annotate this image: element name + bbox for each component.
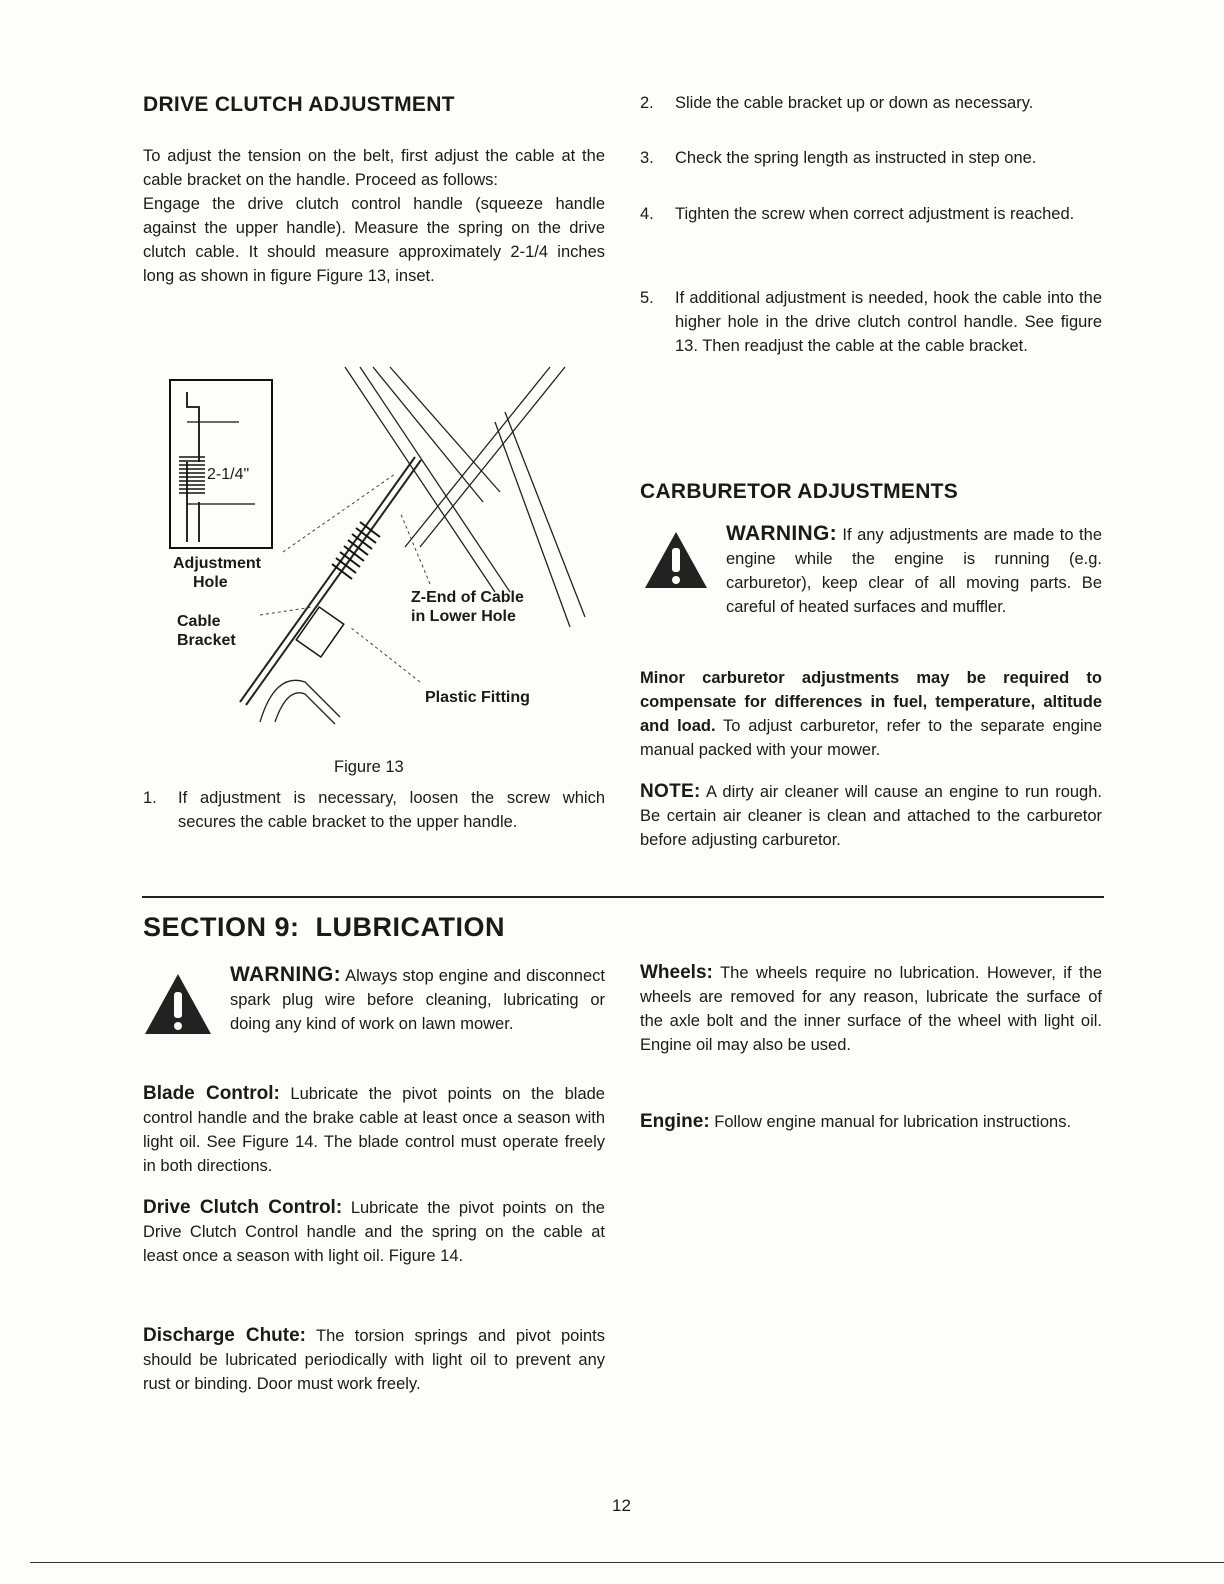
wheels-label: Wheels: [640,962,713,983]
label-adjustment-hole: Adjustment Hole [173,555,261,591]
step-1 [143,786,605,858]
step-1-text: If adjustment is necessary, loosen the screw which secures the cable bracket to the upper handle. [178,789,605,831]
lubrication-warning-icon [143,972,213,1036]
lubrication-title: SECTION 9: LUBRICATION [143,912,505,942]
inset-spring [179,457,205,493]
step-1-number: 1. [143,789,157,807]
step-5-text: If additional adjustment is needed, hook the cable into the higher hole in the drive clutch control handle. See figure 13. Then readjust the cable at the cable bracket. [675,289,1102,355]
intro-paragraph: To adjust the tension on the belt, first adjust the cable at the cable bracket on the handle. Proceed as follows: [143,147,605,189]
carburetor-title: CARBURETOR ADJUSTMENTS [640,480,959,503]
lubrication-warning-label: WARNING: [230,963,341,986]
note-text: A dirty air cleaner will cause an engine to run rough. Be certain air cleaner is clean and attached to the carburetor before adjusting carburetor. [640,783,1102,849]
carburetor-warning [726,522,1102,619]
drive-clutch-control-text: Lubricate the pivot points on the Drive Clutch Control handle and the spring on the cable at least once a season with light oil. Figure 14. [143,1199,605,1265]
inset-measurement: 2-1/4" [207,466,250,483]
lubrication-warning [230,963,605,1036]
step-4 [640,202,1102,250]
note-label: NOTE: [640,781,701,802]
step-3-text: Check the spring length as instructed in step one. [675,149,1037,167]
wheels-text: The wheels require no lubrication. However, if the wheels are removed for any reason, lubricate the surface of the axle bolt and the inner surface of the wheel with light oil. Engine oil may also be used. [640,964,1102,1054]
discharge-chute-text: The torsion springs and pivot points should be lubricated periodically with light oil to prevent any rust or binding. Door must work freely. [143,1327,605,1393]
label-z-end: Z-End of Cable in Lower Hole [411,589,524,625]
cable [240,457,421,705]
mower-handle [260,680,340,724]
step-4-number: 4. [640,205,654,223]
carburetor-warning-icon [643,530,709,590]
figure-13 [165,362,595,762]
carburetor-warning-text: If any adjustments are made to the engine while the engine is running (e.g. carburetor), keep clear of all moving parts. Be careful of heated surfaces and muffler. [726,526,1102,616]
drive-clutch-control [143,1196,605,1268]
carburetor-minor [640,666,1102,762]
page-number: 12 [612,1496,631,1515]
discharge-chute [143,1324,605,1396]
drive-clutch-title: DRIVE CLUTCH ADJUSTMENT [143,93,455,116]
discharge-chute-label: Discharge Chute: [143,1325,307,1346]
blade-control [143,1082,605,1178]
step-2 [640,91,1102,139]
carburetor-minor-bold: Minor carburetor adjustments may be required to compensate for differences in fuel, temperature, altitude and load. [640,669,1102,735]
carburetor-note [640,780,1102,852]
step-3 [640,146,1102,194]
step-2-number: 2. [640,94,654,112]
bottom-border-line [30,1562,1224,1563]
carburetor-warning-label: WARNING: [726,522,837,545]
step-4-text: Tighten the screw when correct adjustment is reached. [675,205,1075,223]
wheels [640,961,1102,1057]
engine-label: Engine: [640,1111,710,1132]
section-divider [142,896,1104,898]
inset-rod [187,392,199,542]
engine-text: Follow engine manual for lubrication instructions. [714,1113,1072,1131]
step-5-number: 5. [640,289,654,307]
lubrication-warning-text: Always stop engine and disconnect spark plug wire before cleaning, lubricating or doing any kind of work on lawn mower. [230,967,605,1033]
carburetor-minor-text: To adjust carburetor, refer to the separate engine manual packed with your mower. [640,717,1102,759]
engine [640,1110,1102,1134]
label-cable-bracket: Cable Bracket [177,613,236,649]
step-3-number: 3. [640,149,654,167]
drive-clutch-control-label: Drive Clutch Control: [143,1197,343,1218]
blade-control-label: Blade Control: [143,1083,280,1104]
step-5 [640,286,1102,382]
figure-13-caption: Figure 13 [334,758,404,776]
label-plastic-fitting: Plastic Fitting [425,689,530,706]
blade-control-text: Lubricate the pivot points on the blade control handle and the brake cable at least once a season with light oil. See Figure 14. The blade control must operate freely in both directions. [143,1085,605,1175]
step-2-text: Slide the cable bracket up or down as necessary. [675,94,1034,112]
inset-box [170,380,272,548]
drive-clutch-intro [143,144,605,288]
engage-paragraph: Engage the drive clutch control handle (squeeze handle against the upper handle). Measure the spring on the drive clutch cable. It should measure approximately 2-1/4 inches long as shown in figure Figure 13, inset. [143,195,605,285]
